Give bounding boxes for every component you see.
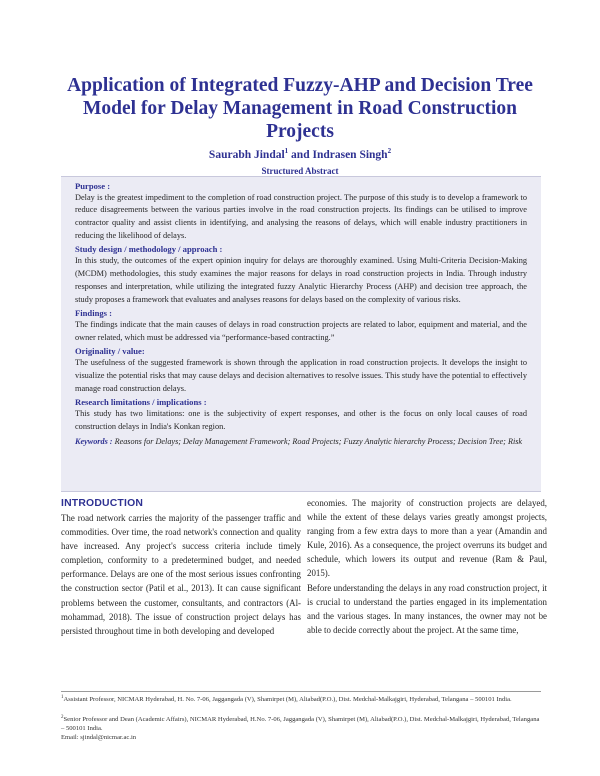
body-column-left: [61, 497, 301, 638]
keywords-text: Reasons for Delays; Delay Management Framework; Road Projects; Fuzzy Analytic hierarchy Process; Decision Tree; Risk: [114, 437, 523, 447]
keywords: [75, 436, 527, 449]
author-1-affiliation-mark: 1: [284, 147, 289, 155]
author-2-affiliation-mark: 2: [387, 147, 392, 155]
footnote-1-mark: 1: [61, 695, 64, 700]
body-column-right: [307, 496, 547, 637]
introduction-heading: INTRODUCTION: [61, 498, 144, 509]
section-text: This study has two limitations: one is the subjectivity of expert responses, and other is the focus on only local causes of road construction delays in India's Konkan region.: [75, 408, 527, 431]
keywords-label: Keywords :: [75, 437, 113, 447]
author-joiner: and: [288, 148, 313, 161]
abstract-section-purpose: [75, 181, 527, 243]
section-heading: Purpose :: [75, 180, 111, 191]
author-2: Indrasen Singh: [312, 148, 388, 161]
abstract-section-findings: [75, 308, 527, 345]
body-paragraph: Before understanding the delays in any road construction project, it is crucial to understand the parties engaged in its implementation and the various stages. In many instances, the owner may not be able to decide correctly about the project. At the same time,: [307, 582, 547, 635]
section-text: The findings indicate that the main causes of delays in road construction projects are related to labor, equipment and material, and the owner related, which must be addressed via “performance-based contracting.”: [75, 319, 527, 342]
section-text: Delay is the greatest impediment to the completion of road construction project. The purpose of this study is to develop a framework to reduce disagreements between the various parties involve in the road construction projects. Its findings can be utilised to improve contractor quality and assist clients in identifying, and analysing the reasons of delays, which will enable industry practitioners in reducing the likelihood of delays.: [75, 192, 527, 240]
section-heading: Study design / methodology / approach :: [75, 244, 223, 255]
abstract-section-methodology: [75, 244, 527, 306]
section-heading: Research limitations / implications :: [75, 396, 207, 407]
author-1: Saurabh Jindal: [208, 148, 285, 161]
body-paragraph: economies. The majority of construction projects are delayed, while the extent of these delays varies greatly amongst projects, ranging from a few extra days to more than a year (Amandin and Kule, 2016). As a consequence, the project overruns its budget and schedule, which lowers its output and revenue (Ram & Paul, 2015).: [307, 498, 547, 579]
section-text: The usefulness of the suggested framework is shown through the application in road construction projects. It develops the insight to visualize the potential risks that may cause delays and decision alternatives to resolve issues. This study have the potential to effectively manage road construction delays.: [75, 357, 527, 393]
footnote-email: Email: sjindal@nicmar.ac.in: [61, 734, 137, 741]
abstract-box: [61, 176, 541, 492]
section-heading: Findings :: [75, 307, 113, 318]
footnote-2: [61, 714, 541, 734]
author-line: [0, 147, 600, 161]
footnote-2-mark: 2: [61, 715, 64, 720]
abstract-section-limitations: [75, 397, 527, 434]
footnote-divider: [61, 691, 541, 692]
structured-abstract-label: Structured Abstract: [261, 166, 339, 176]
footnote-2-text: Senior Professor and Dean (Academic Affairs), NICMAR Hyderabad, H.No. 7-06, Jaggangada (V), Shamirpet (M), Aliabad(P.O.), Dist. Medchal-Malkajgiri, Hyderabad, Telangana – 500101 India.: [61, 716, 540, 732]
section-heading: Originality / value:: [75, 345, 145, 356]
section-text: In this study, the outcomes of the expert opinion inquiry for delays are thoroughly examined. Using Multi-Criteria Decision-Making (MCDM) methodologies, this study examines the major reasons for delays in road construction projects in India. Through industry responses and interpretation, while utilizing the integrated fuzzy Analytic Hierarchy Process (AHP) and decision tree approach, the study proposes a framework that evaluates and analyses reasons for delays based on the complexity of various risks.: [75, 256, 527, 304]
abstract-section-originality: [75, 346, 527, 395]
body-paragraph: The road network carries the majority of the passenger traffic and commodities. Over time, the road network's connection and quality have increased. Any project's success criteria include timely completion, conformity to a predetermined budget, and needed performance. Delays are one of the most serious issues confronting the construction sector (Patil et al., 2013). It can cause significant problems between the customer, consultants, and contractors (Al-mohammad, 2018). The issue of construction project delays has persisted throughout time in both developing and developed: [61, 513, 301, 636]
footnote-1: [61, 694, 541, 705]
footnote-1-text: Assistant Professor, NICMAR Hyderabad, H. No. 7-06, Jaggangada (V), Shamirpet (M), Aliabad(P.O.), Dist. Medchal-Malkajgiri, Hyderabad, Telangana – 500101 India.: [63, 696, 512, 704]
paper-title: Application of Integrated Fuzzy-AHP and Decision Tree Model for Delay Management in Road Construction Projects: [67, 75, 533, 142]
